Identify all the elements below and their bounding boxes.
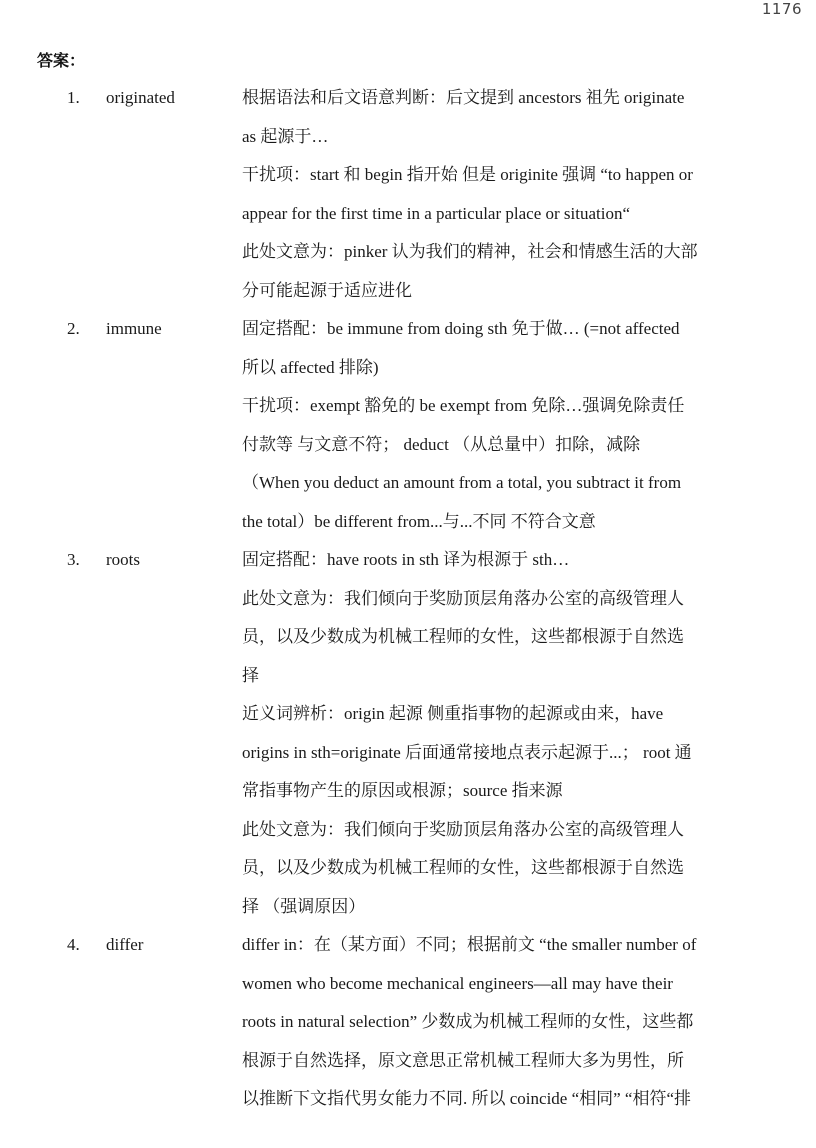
entry-number: 1. — [67, 88, 80, 107]
explanation-line: the total）be different from...与...不同 不符合文意 — [242, 511, 596, 531]
entry-answer-word: immune — [106, 319, 162, 338]
explanation-line: 员，以及少数成为机械工程师的女性，这些都根源于自然选 — [242, 627, 684, 646]
explanation-line: 根源于自然选择，原文意思正常机械工程师大多为男性，所 — [242, 1050, 684, 1070]
explanation-line: 择 （强调原因） — [242, 896, 366, 916]
answer-list — [0, 79, 816, 1119]
entry-explanation — [242, 79, 772, 310]
answer-heading: 答案： — [37, 51, 86, 70]
entry-number: 2. — [67, 319, 80, 338]
explanation-line: appear for the first time in a particular place or situation“ — [242, 203, 631, 223]
answer-entry — [0, 541, 816, 926]
explanation-line: as 起源于… — [242, 126, 329, 146]
entry-number: 3. — [67, 550, 80, 569]
entry-explanation — [242, 310, 772, 541]
explanation-line: roots in natural selection” 少数成为机械工程师的女性，这些都 — [242, 1012, 694, 1031]
entry-explanation — [242, 541, 772, 926]
answer-entry — [0, 310, 816, 541]
page-number: 1176 — [761, 0, 802, 18]
entry-explanation — [242, 926, 772, 1119]
explanation-line: 所以 affected 排除) — [242, 357, 379, 377]
explanation-line: 固定搭配：have roots in sth 译为根源于 sth… — [242, 550, 570, 569]
explanation-line: differ in：在（某方面）不同；根据前文 “the smaller number of — [242, 935, 697, 954]
explanation-line: women who become mechanical engineers—all may have their — [242, 973, 673, 993]
entry-answer-word: roots — [106, 550, 140, 569]
explanation-line: 近义词辨析：origin 起源 侧重指事物的起源或由来，have — [242, 704, 664, 723]
explanation-line: 以推断下文指代男女能力不同. 所以 coincide “相同” “相符“排 — [242, 1089, 692, 1108]
entry-answer-word: differ — [106, 935, 144, 954]
explanation-line: 付款等 与文意不符； deduct （从总量中）扣除，减除 — [242, 434, 641, 454]
explanation-line: 固定搭配：be immune from doing sth 免于做… (=not affected — [242, 319, 680, 338]
entry-answer-word: originated — [106, 88, 175, 107]
explanation-line: 分可能起源于适应进化 — [242, 280, 412, 300]
explanation-line: 常指事物产生的原因或根源；source 指来源 — [242, 781, 563, 800]
entry-number: 4. — [67, 935, 80, 954]
explanation-line: 此处文意为：pinker 认为我们的精神，社会和情感生活的大部 — [242, 242, 698, 261]
answer-entry — [0, 926, 816, 1119]
explanation-line: 根据语法和后文语意判断：后文提到 ancestors 祖先 originate — [242, 88, 685, 107]
explanation-line: 此处文意为：我们倾向于奖励顶层角落办公室的高级管理人 — [242, 588, 684, 608]
explanation-line: origins in sth=originate 后面通常接地点表示起源于...； root 通 — [242, 742, 692, 762]
explanation-line: 此处文意为：我们倾向于奖励顶层角落办公室的高级管理人 — [242, 819, 684, 839]
explanation-line: 干扰项：start 和 begin 指开始 但是 originite 强调 “to happen or — [242, 165, 693, 184]
explanation-line: 择 — [242, 665, 259, 685]
answer-entry — [0, 79, 816, 310]
explanation-line: 员，以及少数成为机械工程师的女性，这些都根源于自然选 — [242, 858, 684, 877]
explanation-line: 干扰项：exempt 豁免的 be exempt from 免除…强调免除责任 — [242, 396, 685, 415]
explanation-line: （When you deduct an amount from a total, you subtract it from — [242, 473, 682, 492]
